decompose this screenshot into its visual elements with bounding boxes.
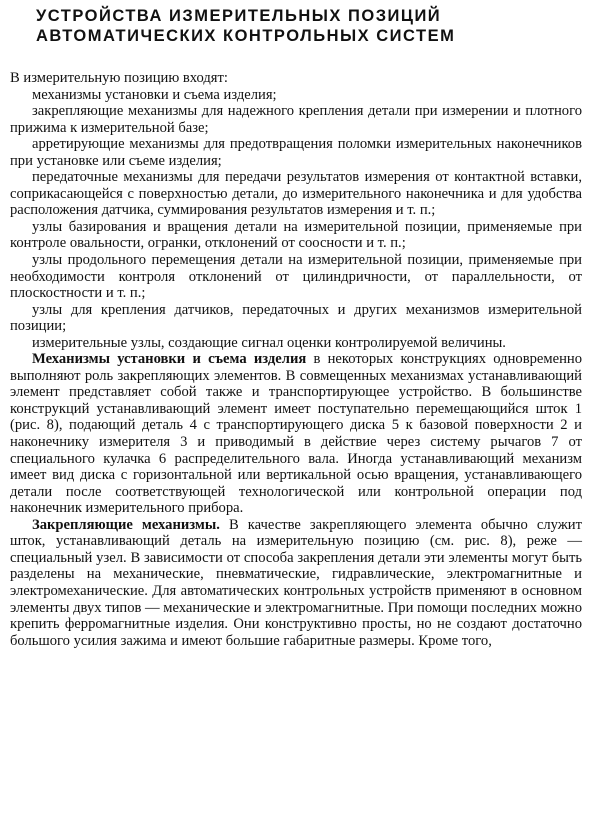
list-item: измерительные узлы, создающие сигнал оценки контролируемой величины. xyxy=(32,334,506,351)
section-text: В качестве закрепляющего элемента обычно служит шток, устанавливающий деталь на измерительную позицию (см. рис. 8), реже — специальный узел. В зависимости от способа закрепления детали эти элементы могут быть разделены на механические, пневматические, гидравлические, электромагнитные и электромеханические. Для автоматических контрольных устройств применяют в основном элементы двух типов — механические и электромагнитные. При помощи последних можно крепить ферромагнитные изделия. Они конструктивно просты, но не создают достаточно большого усилия зажима и имеют большие габаритные размеры. Кроме того, xyxy=(10,516,582,649)
list-intro: В измерительную позицию входят: xyxy=(10,70,228,86)
section-text: в некоторых конструкциях одновременно выполняют роль закрепляющих элементов. В совмещенных механизмах устанавливающий элемент представляет собой также и транспортирующее устройство. В большинстве конструкций устанавливающий элемент имеет поступательно перемещающийся шток 1 (рис. 8), подающий деталь 4 с транспортирующего диска 5 к базовой поверхности 2 и наконечнику измерителя 3 и приводимый в действие через систему рычагов 7 от специального кулачка 6 распределительного вала. Иногда устанавливающий механизм имеет вид диска с горизонтальной или вертикальной осью вращения, устанавливающего детали после соответствующей технологической или контрольной операции под наконечник измерительного прибора. xyxy=(10,351,582,517)
list-item: арретирующие механизмы для предотвращения поломки измерительных наконечников при установке или съеме изделия; xyxy=(10,136,582,169)
section-heading: Механизмы установки и съема изделия xyxy=(32,351,307,368)
list-item: передаточные механизмы для передачи результатов измерения от контактной вставки, соприкасающейся с поверхностью детали, до измерительного наконечника и для удобства расположения датчика, суммирования результатов измерения и т. п.; xyxy=(10,169,582,219)
title-line-2: АВТОМАТИЧЕСКИХ КОНТРОЛЬНЫХ СИСТЕМ xyxy=(36,27,456,45)
list-item: механизмы установки и съема изделия; xyxy=(32,86,277,103)
document-body xyxy=(10,70,582,649)
section-heading: Закрепляющие механизмы. xyxy=(32,516,220,533)
page-title xyxy=(36,6,582,46)
title-line-1: УСТРОЙСТВА ИЗМЕРИТЕЛЬНЫХ ПОЗИЦИЙ xyxy=(36,7,442,25)
list-item: закрепляющие механизмы для надежного крепления детали при измерении и плотного прижима к измерительной базе; xyxy=(10,103,582,136)
section-paragraph-clamping xyxy=(10,517,582,649)
list-item: узлы продольного перемещения детали на измерительной позиции, применяемые при необходимости контроля отклонений от цилиндричности, от параллельности, от плоскостности и т. п.; xyxy=(10,252,582,302)
list-item: узлы для крепления датчиков, передаточных и других механизмов измерительной позиции; xyxy=(10,301,582,335)
list-item: узлы базирования и вращения детали на измерительной позиции, применяемые при контроле овальности, огранки, отклонений от соосности и т. п.; xyxy=(10,218,582,252)
section-paragraph-mounting xyxy=(10,351,582,516)
